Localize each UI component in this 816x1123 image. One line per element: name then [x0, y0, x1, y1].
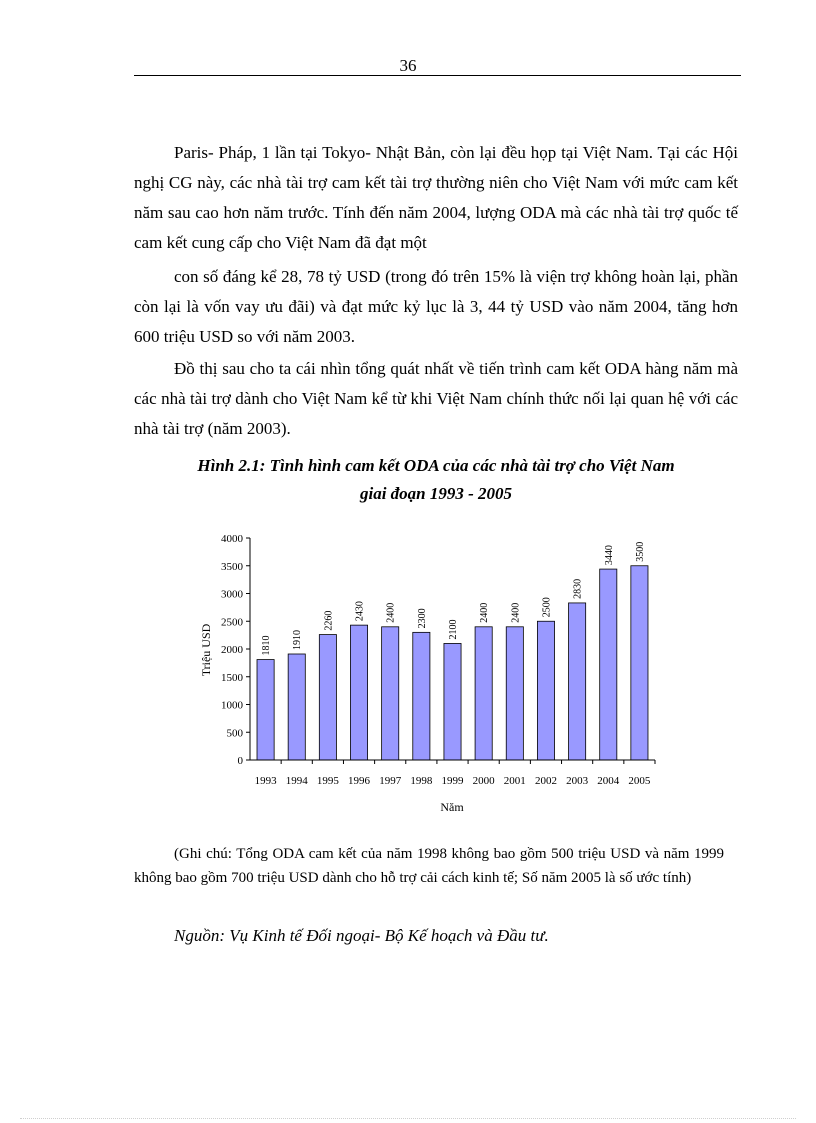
data-label-2001: 2400	[510, 602, 522, 623]
y-tick-label: 3500	[221, 560, 243, 573]
x-tick-label: 2004	[597, 775, 620, 787]
oda-bar-chart	[190, 528, 660, 828]
bar-2005	[631, 566, 648, 760]
data-label-2005: 3500	[634, 541, 646, 562]
bar-1999	[444, 643, 461, 760]
paragraph-3: Đồ thị sau cho ta cái nhìn tổng quát nhất về tiến trình cam kết ODA hàng năm mà các nhà tài trợ dành cho Việt Nam kể từ khi Việt Nam chính thức nối lại quan hệ với các nhà tài trợ (năm 2003).	[134, 359, 738, 438]
bar-1998	[413, 632, 430, 760]
x-tick-label: 1996	[348, 775, 371, 787]
data-label-1994: 1910	[292, 629, 304, 650]
bars	[257, 542, 648, 760]
bar-1993	[257, 660, 274, 760]
data-label-2002: 2500	[541, 597, 553, 618]
x-axis	[250, 760, 655, 787]
x-tick-label: 2002	[534, 775, 557, 787]
data-label-1993: 1810	[261, 635, 273, 656]
bar-2002	[537, 621, 554, 760]
x-tick-label: 2005	[628, 775, 651, 787]
x-tick-label: 1993	[254, 775, 277, 787]
data-label-1995: 2260	[323, 610, 335, 631]
data-label-1997: 2400	[385, 602, 397, 623]
bar-2004	[600, 569, 617, 760]
bar-1995	[319, 635, 336, 760]
y-axis	[221, 533, 250, 767]
figure-title-line-1: Hình 2.1: Tình hình cam kết ODA của các nhà tài trợ cho Việt Nam	[197, 456, 675, 475]
x-axis-label: Năm	[440, 800, 464, 814]
y-axis-label: Triệu USD	[199, 623, 213, 677]
x-tick-label: 1994	[285, 775, 308, 787]
y-tick-label: 3000	[221, 588, 243, 601]
y-tick-label: 2000	[221, 644, 243, 656]
data-label-2004: 3440	[603, 545, 615, 566]
page-number: 36	[399, 56, 417, 75]
data-label-1999: 2100	[448, 619, 459, 640]
x-tick-label: 1999	[441, 775, 464, 787]
header-rule	[134, 75, 741, 76]
data-label-2000: 2400	[479, 602, 491, 623]
y-tick-label: 500	[226, 727, 243, 740]
data-label-1998: 2300	[416, 608, 428, 629]
source-citation: Nguồn: Vụ Kinh tế Đối ngoại- Bộ Kế hoạch và Đầu tư.	[174, 926, 549, 945]
x-tick-label: 1995	[316, 775, 339, 787]
x-tick-label: 1998	[410, 775, 433, 787]
bar-1994	[288, 654, 305, 760]
y-tick-label: 1500	[221, 671, 243, 684]
figure-title-line-2: giai đoạn 1993 - 2005	[359, 484, 513, 503]
x-tick-label: 1997	[379, 775, 402, 787]
paragraph-1: Paris- Pháp, 1 lần tại Tokyo- Nhật Bản, còn lại đều họp tại Việt Nam. Tại các Hội nghị CG này, các nhà tài trợ cam kết tài trợ thường niên cho Việt Nam với mức cam kết năm sau cao hơn năm trước. Tính đến năm 2004, lượng ODA mà các nhà tài trợ quốc tế cam kết cung cấp cho Việt Nam đã đạt một	[134, 143, 738, 252]
bar-1996	[350, 625, 367, 760]
y-tick-label: 4000	[221, 533, 243, 545]
bar-1997	[382, 627, 399, 760]
y-tick-label: 2500	[221, 616, 243, 629]
bar-2000	[475, 627, 492, 760]
bar-2001	[506, 627, 523, 760]
figure-title	[134, 452, 738, 508]
bar-2003	[569, 603, 586, 760]
y-tick-label: 0	[237, 755, 243, 767]
x-tick-label: 2001	[503, 775, 526, 787]
x-tick-label: 2000	[472, 775, 495, 787]
chart-note: (Ghi chú: Tổng ODA cam kết của năm 1998 không bao gồm 500 triệu USD và năm 1999 không bao gồm 700 triệu USD dành cho hỗ trợ cải cách kinh tế; Số năm 2005 là số ước tính)	[134, 846, 724, 886]
footer-dotted-line	[20, 1118, 796, 1119]
x-tick-label: 2003	[566, 775, 589, 787]
y-tick-label: 1000	[221, 699, 243, 712]
paragraph-2: con số đáng kể 28, 78 tỷ USD (trong đó trên 15% là viện trợ không hoàn lại, phần còn lại là vốn vay ưu đãi) và đạt mức kỷ lục là 3, 44 tỷ USD vào năm 2004, tăng hơn 600 triệu USD so với năm 2003.	[134, 267, 738, 346]
data-label-2003: 2830	[572, 578, 584, 599]
data-label-1996: 2430	[354, 601, 366, 622]
